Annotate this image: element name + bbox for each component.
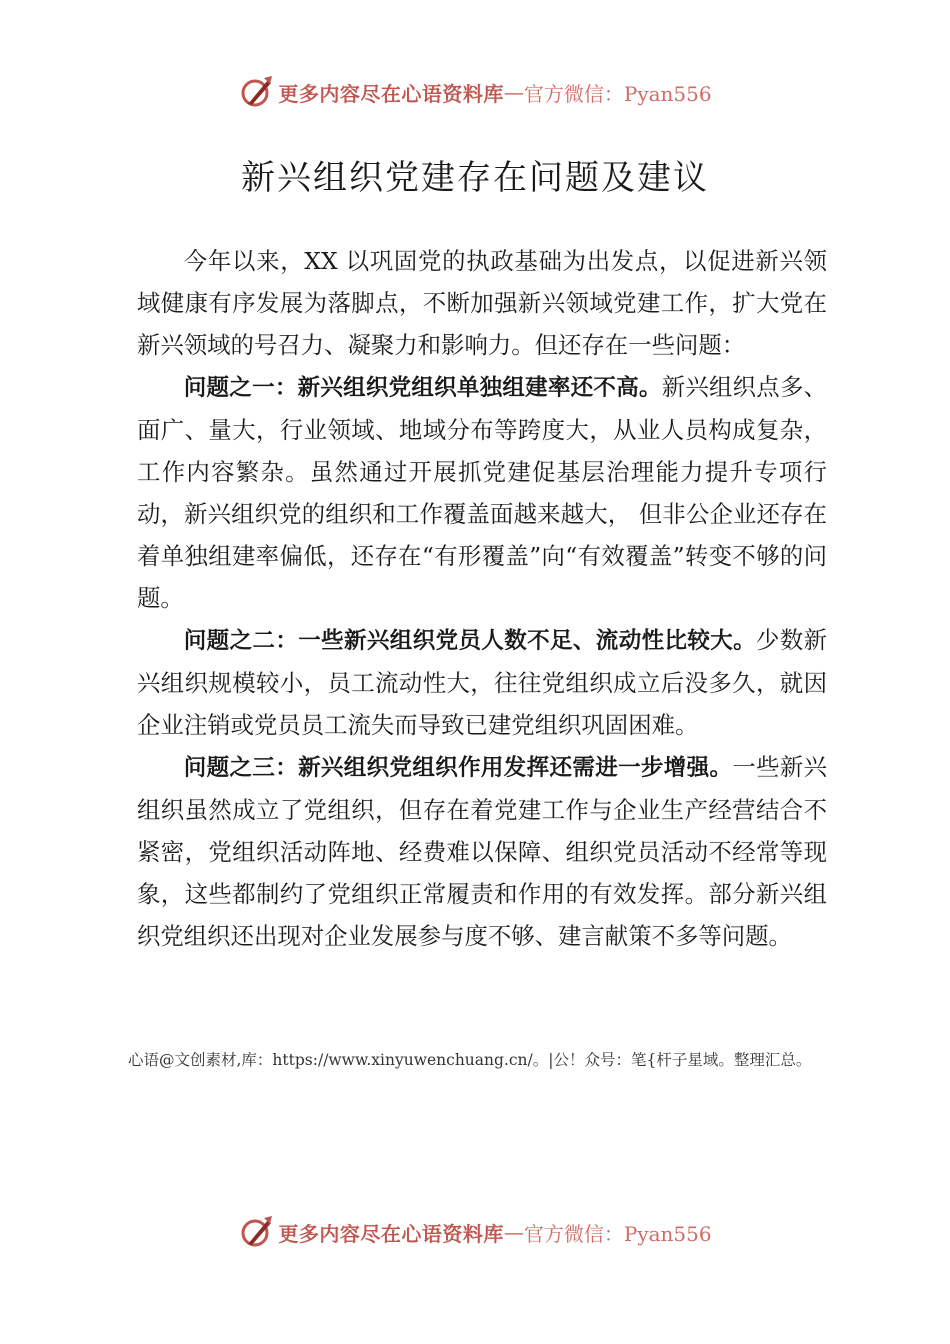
footer-banner	[0, 1212, 950, 1252]
issue-paragraph-1	[137, 366, 827, 619]
banner-wechat-text: 官方微信：Pyan556	[523, 81, 712, 106]
banner-dash: —	[503, 80, 524, 104]
banner-brand-text: 更多内容尽在心语资料库	[278, 1221, 504, 1246]
source-footnote: 心语@文创素材,库：https://www.xinyuwenchuang.cn/。|公！众号：笔{杆子星域。整理汇总。	[128, 1051, 812, 1069]
issue-text-3: 一些新兴组织虽然成立了党组织，但存在着党建工作与企业生产经营结合不紧密，党组织活动阵地、经费难以保障、组织党员活动不经常等现象，这些都制约了党组织正常履责和作用的有效发挥。部分新兴组织党组织还出现对企业发展参与度不够、建言献策不多等问题。	[137, 753, 827, 950]
document-title: 新兴组织党建存在问题及建议	[241, 158, 709, 198]
banner-brand-text: 更多内容尽在心语资料库	[278, 81, 504, 106]
issue-heading-2: 问题之二：一些新兴组织党员人数不足、流动性比较大。	[183, 628, 757, 654]
issue-text-2: 少数新兴组织规模较小，员工流动性大，往往党组织成立后没多久，就因企业注销或党员员工流失而导致已建党组织巩固困难。	[137, 626, 827, 739]
issue-paragraph-2	[137, 619, 827, 746]
quill-logo-icon	[238, 1214, 274, 1250]
intro-paragraph: 今年以来，XX 以巩固党的执政基础为出发点，以促进新兴领域健康有序发展为落脚点，不断加强新兴领域党建工作，扩大党在新兴领域的号召力、凝聚力和影响力。但还存在一些问题：	[137, 247, 827, 359]
issue-heading-1: 问题之一：新兴组织党组织单独组建率还不高。	[183, 375, 662, 401]
quill-logo-icon	[238, 74, 274, 110]
issue-text-1: 新兴组织点多、面广、量大，行业领域、地域分布等跨度大，从业人员构成复杂，工作内容繁杂。虽然通过开展抓党建促基层治理能力提升专项行动，新兴组织党的组织和工作覆盖面越来越大， 但非公企业还存在着单独组建率偏低，还存在“有形覆盖”向“有效覆盖”转变不够的问题。	[137, 373, 827, 612]
issue-paragraph-3	[137, 746, 827, 957]
banner-dash: —	[503, 1220, 524, 1244]
header-banner	[0, 72, 950, 112]
document-body	[137, 240, 827, 957]
issue-heading-3: 问题之三：新兴组织党组织作用发挥还需进一步增强。	[183, 755, 733, 781]
banner-wechat-text: 官方微信：Pyan556	[523, 1221, 712, 1246]
